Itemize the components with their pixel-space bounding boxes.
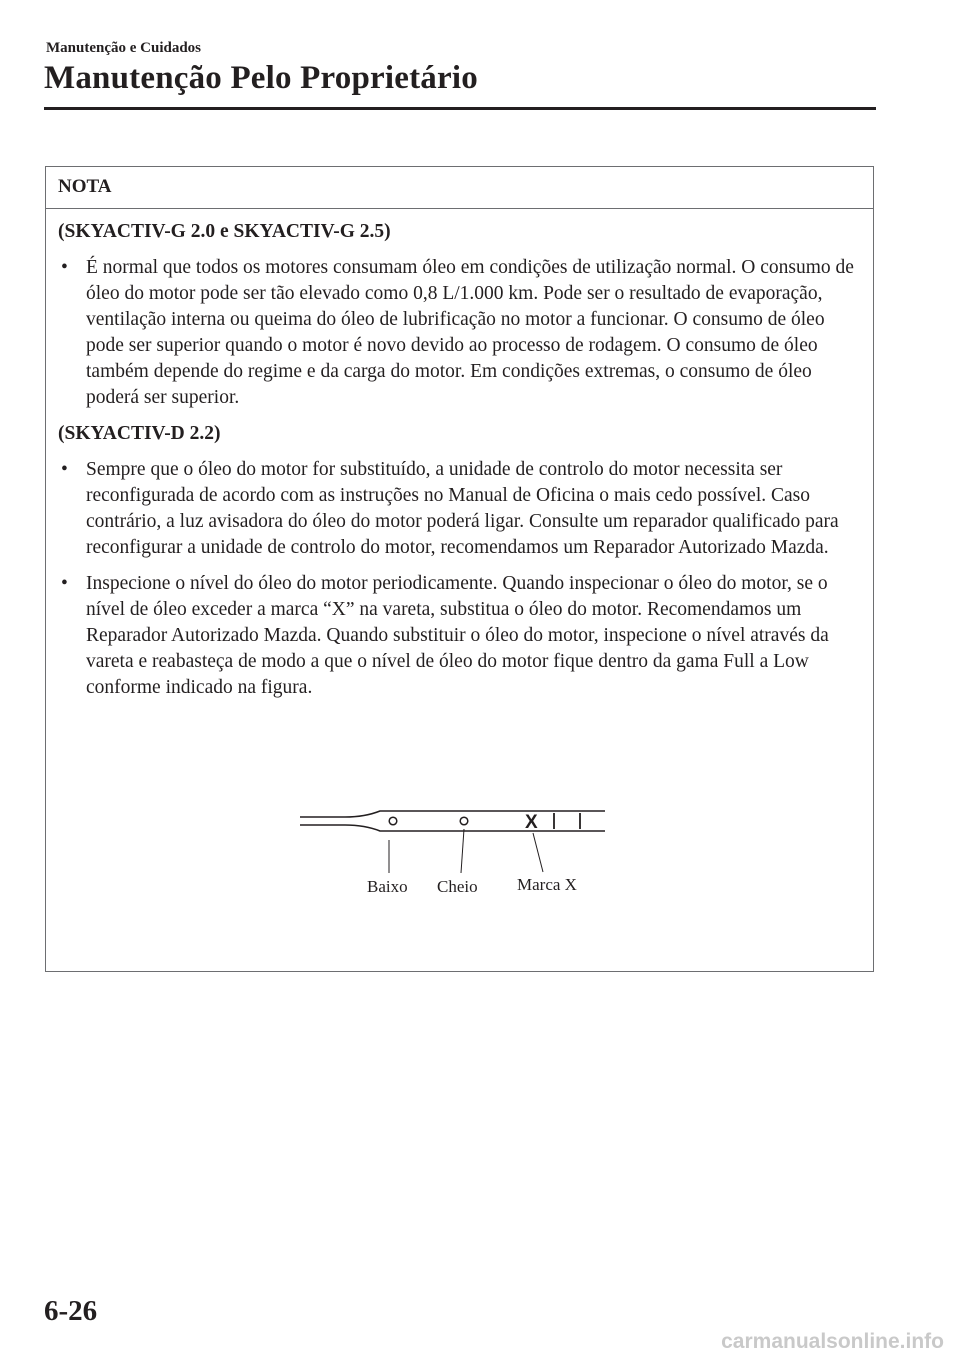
bullet-item — [58, 571, 859, 701]
leader-line-full — [461, 829, 464, 873]
dipstick-shape-lower — [300, 825, 605, 831]
label-full: Cheio — [437, 877, 478, 896]
page-number: 6-26 — [44, 1295, 98, 1327]
note-body — [46, 209, 873, 701]
low-mark-icon — [389, 817, 397, 825]
variant-heading-d: (SKYACTIV-D 2.2) — [58, 423, 221, 444]
bullet-item — [58, 255, 859, 411]
dipstick-shape — [300, 811, 605, 817]
bullet-text: Sempre que o óleo do motor for substituído, a unidade de controlo do motor necessita ser reconfigurada de acordo com as instruções no Manual de Oficina o mais cedo possível. Caso contrário, a luz avisadora do óleo do motor poderá ligar. Consulte um reparador qualificado para reconfigurar a unidade de controlo do motor, recomendamos um Reparador Autorizado Mazda. — [86, 459, 839, 558]
label-low: Baixo — [367, 877, 408, 896]
full-mark-icon — [460, 817, 468, 825]
title-rule — [44, 107, 876, 110]
section-label: Manutenção e Cuidados — [46, 40, 202, 56]
variant-heading-g: (SKYACTIV-G 2.0 e SKYACTIV-G 2.5) — [58, 221, 391, 242]
bullet-text: É normal que todos os motores consumam óleo em condições de utilização normal. O consumo de óleo do motor pode ser tão elevado como 0,8 L/1.000 km. Pode ser o resultado de evaporação, ventilação interna ou queima do óleo de lubrificação no motor a funcionar. O consumo de óleo pode ser superior quando o motor é novo devido ao processo de rodagem. O consumo de óleo também depende do regime e da carga do motor. Em condições extremas, o consumo de óleo poderá ser superior. — [86, 257, 854, 408]
watermark: carmanualsonline.info — [721, 1330, 944, 1353]
label-x-mark: Marca X — [517, 875, 577, 894]
note-title: NOTA — [46, 167, 873, 209]
bullet-dot-icon: • — [61, 459, 68, 480]
bullet-dot-icon: • — [61, 257, 68, 278]
bullet-dot-icon: • — [61, 573, 68, 594]
bullet-text: Inspecione o nível do óleo do motor periodicamente. Quando inspecionar o óleo do motor, se o nível de óleo exceder a marca “X” na vareta, substitua o óleo do motor. Recomendamos um Reparador Autorizado Mazda. Quando substituir o óleo do motor, inspecione o nível através da vareta e reabasteça de modo a que o nível de óleo do motor fique dentro da gama Full a Low conforme indicado na figura. — [86, 573, 829, 698]
x-mark-icon: X — [525, 812, 538, 833]
page-title: Manutenção Pelo Proprietário — [44, 60, 478, 96]
leader-line-x — [533, 833, 543, 872]
dipstick-figure — [295, 800, 615, 900]
bullet-item — [58, 457, 859, 561]
